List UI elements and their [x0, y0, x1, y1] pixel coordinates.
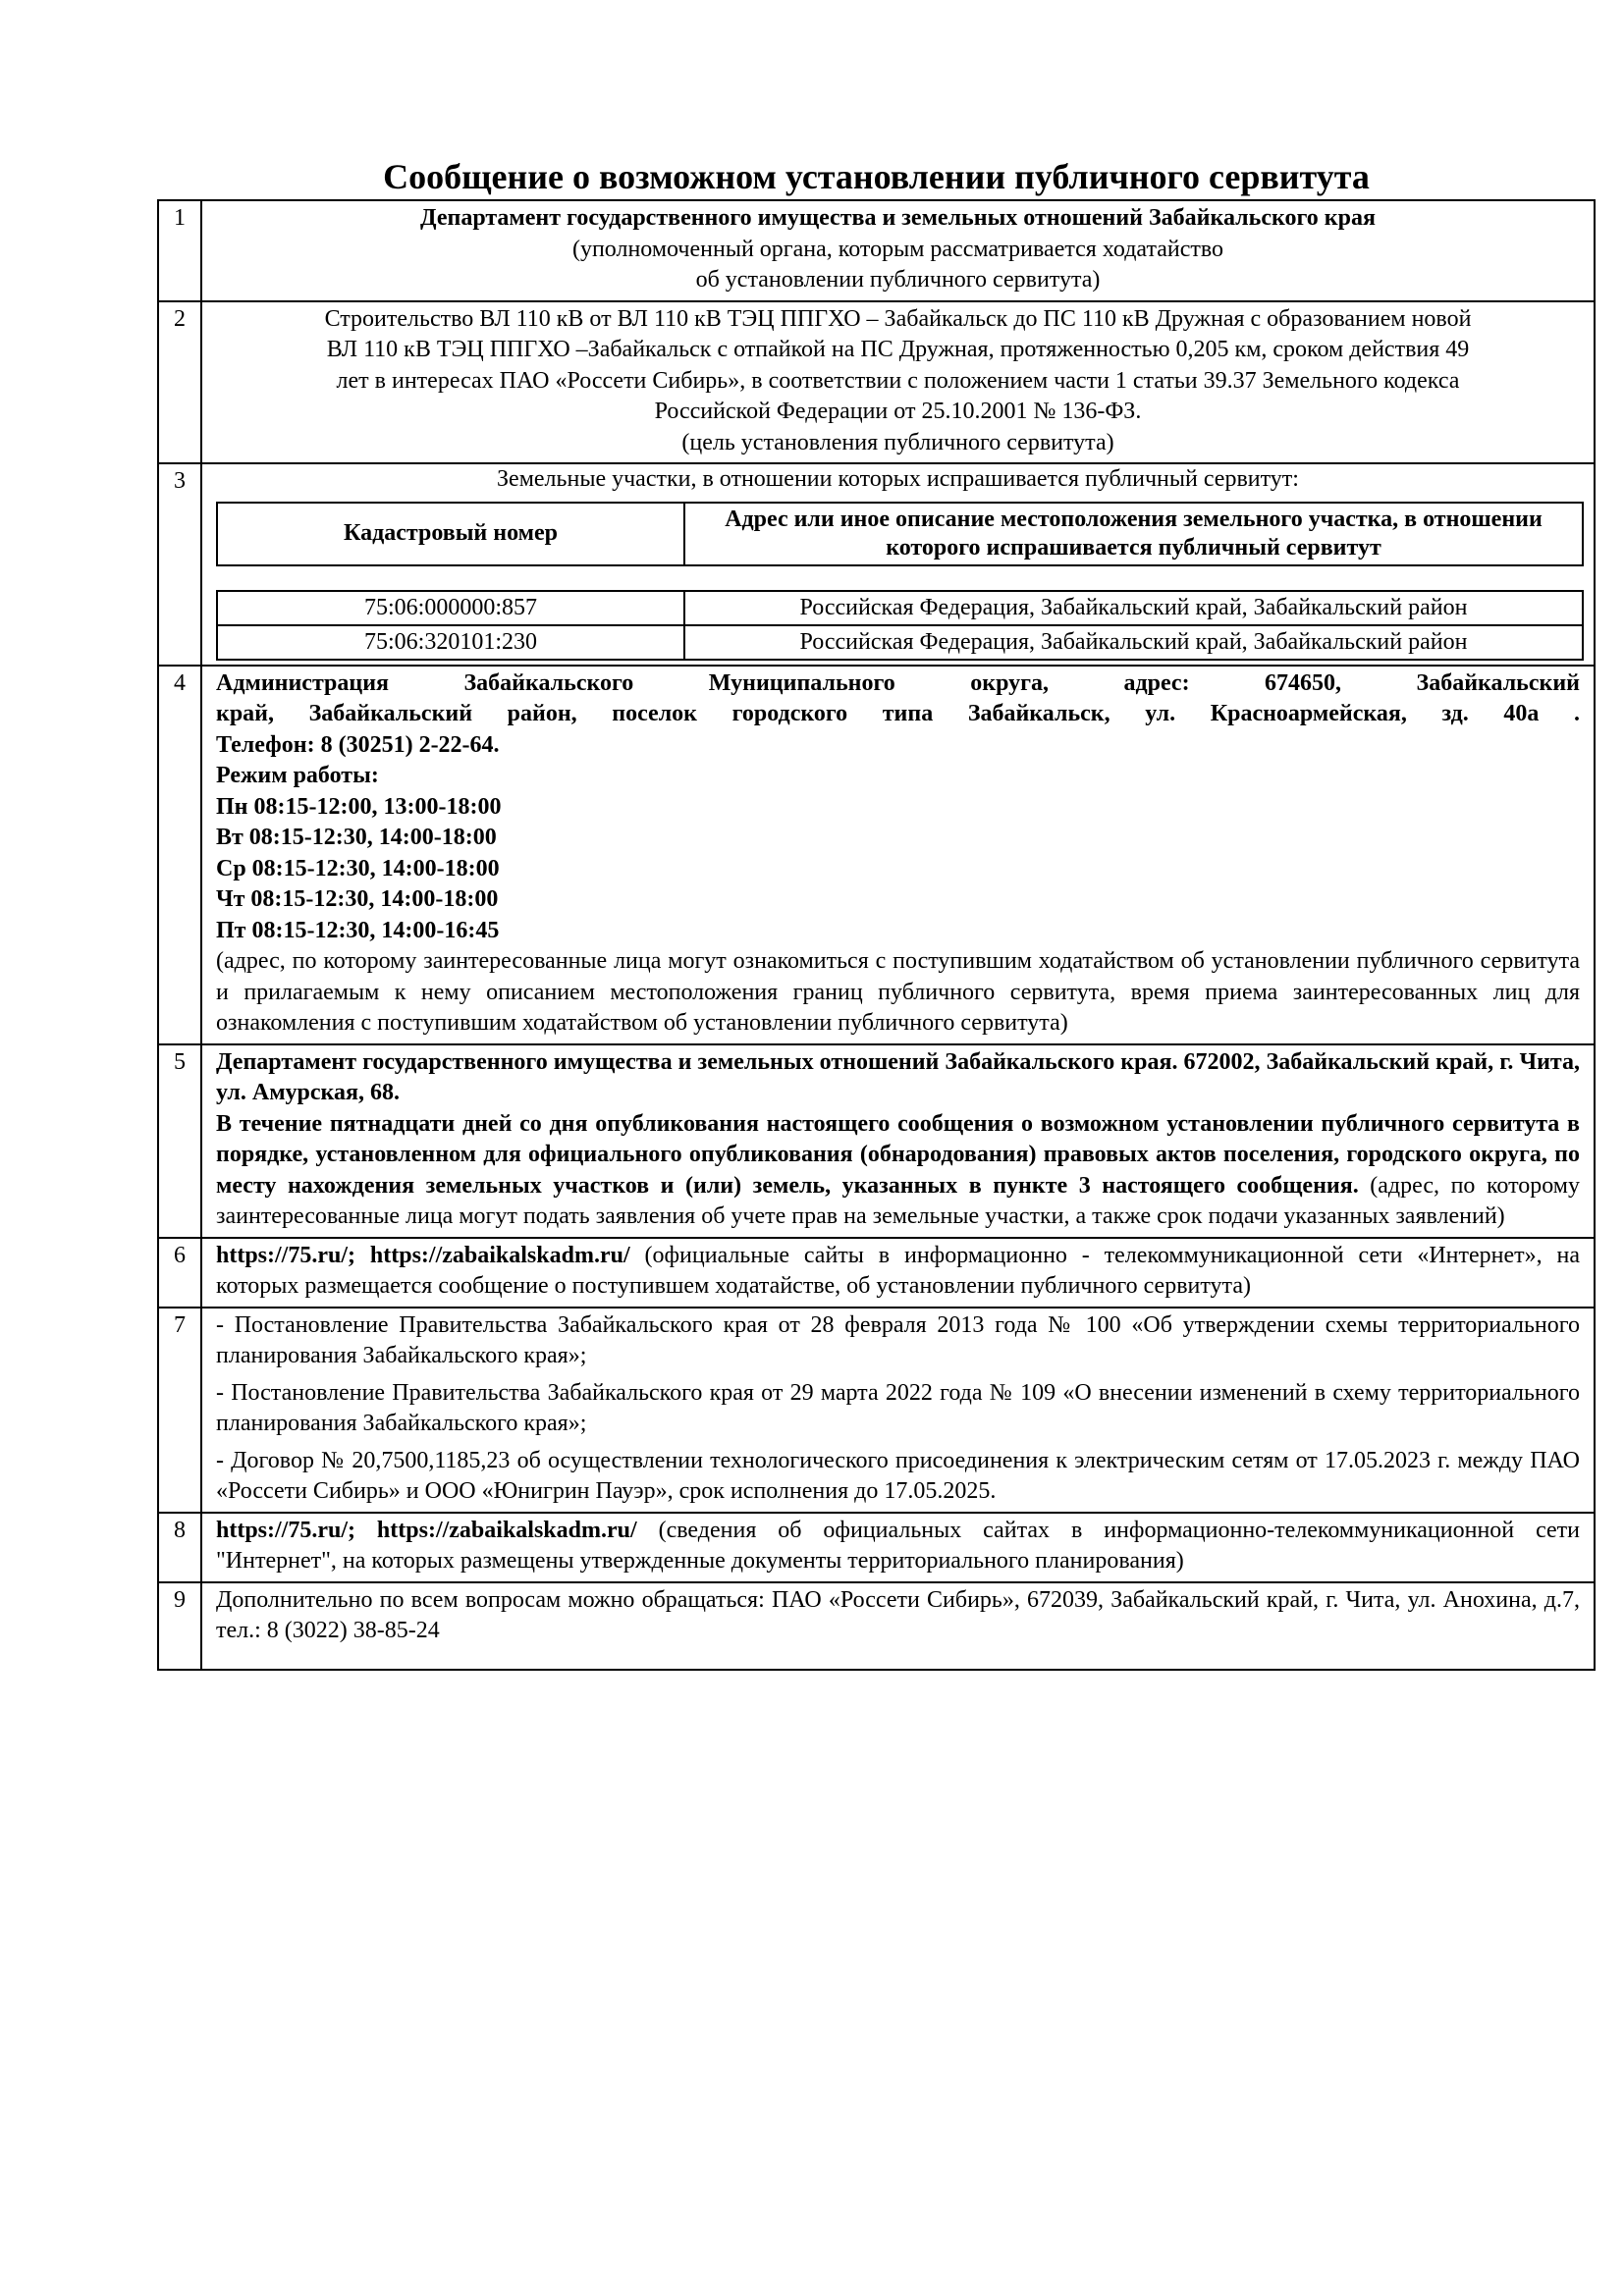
- working-hours-tue: Вт 08:15-12:30, 14:00-18:00: [216, 825, 497, 850]
- parcels-intro: Земельные участки, в отношении которых испрашивается публичный сервитут:: [497, 466, 1299, 492]
- working-hours-mon: Пн 08:15-12:00, 13:00-18:00: [216, 793, 502, 820]
- row-8-content: [201, 1513, 1595, 1582]
- parcel-row: [217, 625, 1583, 660]
- application-deadline: В течение пятнадцати дней со дня опубликования настоящего сообщения о возможном установлении публичного сервитута в порядке, установленном для официального опубликования (обнародования) правовых актов поселения, городского округа, по месту нахождения земельных участков и (или) земель, указанных в пункте 3 настоящего сообщения.: [216, 1110, 1580, 1199]
- row-4-content: [201, 666, 1595, 1044]
- official-sites-note: (официальные сайты в информационно - телекоммуникационной сети «Интернет», на которых размещается сообщение о поступившем ходатайстве, об установлении публичного сервитута): [216, 1242, 1581, 1299]
- row-number: 9: [158, 1582, 201, 1670]
- authority-heading: Департамент государственного имущества и земельных отношений Забайкальского края: [420, 205, 1376, 231]
- administration-address-line2: край, Забайкальский район, поселок городского типа Забайкальск, ул. Красноармейская, зд. 40а .: [216, 701, 1580, 726]
- parcel-row: [217, 591, 1583, 625]
- administration-address-line1: Администрация Забайкальского Муниципального округа, адрес: 674650, Забайкальский: [216, 669, 1580, 696]
- table-row-3: [158, 463, 1595, 666]
- row-number: 8: [158, 1513, 201, 1582]
- working-hours-wed: Ср 08:15-12:30, 14:00-18:00: [216, 855, 500, 881]
- purpose-line-3: лет в интересах ПАО «Россети Сибирь», в соответствии с положением части 1 статьи 39.37 Земельного кодекса: [336, 367, 1460, 394]
- cadastral-number: 75:06:000000:857: [217, 591, 684, 625]
- row-7-content: [201, 1308, 1595, 1513]
- row-2-content: [201, 301, 1595, 464]
- table-row-8: [158, 1513, 1595, 1582]
- cadastral-number: 75:06:320101:230: [217, 625, 684, 660]
- page-title: Сообщение о возможном установлении публичного сервитута: [383, 157, 1370, 196]
- administration-phone: Телефон: 8 (30251) 2-22-64.: [216, 731, 500, 758]
- planning-sites-links[interactable]: https://75.ru/; https://zabaikalskadm.ru/: [216, 1517, 637, 1543]
- cadastral-number-header: Кадастровый номер: [217, 503, 684, 565]
- table-gap: [216, 566, 1594, 590]
- address-header: Адрес или иное описание местоположения земельного участка, в отношении которого испрашивается публичный сервитут: [684, 503, 1583, 565]
- parcel-address: Российская Федерация, Забайкальский край, Забайкальский район: [684, 625, 1583, 660]
- purpose-line-2: ВЛ 110 кВ ТЭЦ ППГХО –Забайкальск с отпайкой на ПС Дружная, протяженностью 0,205 км, сроком действия 49: [326, 337, 1470, 362]
- planning-sites-note: (сведения об официальных сайтах в информационно-телекоммуникационной сети "Интернет", на которых размещены утвержденные документы территориального планирования): [216, 1517, 1580, 1574]
- department-address: Департамент государственного имущества и земельных отношений Забайкальского края. 672002, Забайкальский край, г. Чита, ул. Амурская, 68.: [216, 1048, 1580, 1105]
- row-number: 7: [158, 1308, 201, 1513]
- table-row-1: [158, 200, 1595, 301]
- table-row-5: [158, 1044, 1595, 1238]
- row-1-content: [201, 200, 1595, 301]
- document-item: - Договор № 20,7500,1185,23 об осуществлении технологического присоединения к электрическим сетям от 17.05.2023 г. между ПАО «Россети Сибирь» и ООО «Юнигрин Пауэр», срок исполнения до 17.05.2025.: [216, 1447, 1580, 1504]
- row-6-content: [201, 1238, 1595, 1308]
- purpose-note: (цель установления публичного сервитута): [681, 429, 1114, 455]
- document-item: - Постановление Правительства Забайкальского края от 28 февраля 2013 года № 100 «Об утверждении схемы территориального планирования Забайкальского края»;: [216, 1311, 1580, 1368]
- row-number: 2: [158, 301, 201, 464]
- row-number: 4: [158, 666, 201, 1044]
- table-row-2: [158, 301, 1595, 464]
- working-hours-thu: Чт 08:15-12:30, 14:00-18:00: [216, 886, 499, 912]
- info-table: [157, 199, 1596, 1671]
- row-number: 6: [158, 1238, 201, 1308]
- application-note: (адрес, по которому заинтересованные лица могут подать заявления об учете прав на земельные участки, а также срок подачи указанных заявлений): [216, 1172, 1580, 1229]
- row-number: 1: [158, 200, 201, 301]
- working-hours-fri: Пт 08:15-12:30, 14:00-16:45: [216, 917, 500, 943]
- table-row-7: [158, 1308, 1595, 1513]
- authority-note-line2: об установлении публичного сервитута): [695, 267, 1101, 293]
- purpose-line-4: Российской Федерации от 25.10.2001 № 136-ФЗ.: [654, 399, 1142, 424]
- parcels-header-table: [216, 502, 1584, 566]
- row-3-content: [201, 463, 1595, 666]
- table-row-4: [158, 666, 1595, 1044]
- table-row-9: [158, 1582, 1595, 1670]
- row-5-content: [201, 1044, 1595, 1238]
- official-sites-links[interactable]: https://75.ru/; https://zabaikalskadm.ru/: [216, 1242, 630, 1268]
- purpose-line-1: Строительство ВЛ 110 кВ от ВЛ 110 кВ ТЭЦ ППГХО – Забайкальск до ПС 110 кВ Дружная с образованием новой: [324, 305, 1472, 332]
- parcels-table: [216, 590, 1584, 661]
- document-item: - Постановление Правительства Забайкальского края от 29 марта 2022 года № 109 «О внесении изменений в схему территориального планирования Забайкальского края»;: [216, 1379, 1580, 1436]
- row-9-content: [201, 1582, 1595, 1670]
- table-row-6: [158, 1238, 1595, 1308]
- authority-note-line1: (уполномоченный органа, которым рассматривается ходатайство: [571, 236, 1224, 262]
- parcel-address: Российская Федерация, Забайкальский край, Забайкальский район: [684, 591, 1583, 625]
- row-number: 3: [158, 463, 201, 666]
- contact-info: Дополнительно по всем вопросам можно обращаться: ПАО «Россети Сибирь», 672039, Забайкальский край, г. Чита, ул. Анохина, д.7, тел.: 8 (3022) 38-85-24: [216, 1586, 1580, 1643]
- working-hours-title: Режим работы:: [216, 763, 379, 788]
- row-number: 5: [158, 1044, 201, 1238]
- administration-note: (адрес, по которому заинтересованные лица могут ознакомиться с поступившим ходатайством об установлении публичного сервитута и прилагаемым к нему описанием местоположения границ публичного сервитута, время приема заинтересованных лиц для ознакомления с поступившим ходатайством об установлении публичного сервитута): [216, 948, 1580, 1036]
